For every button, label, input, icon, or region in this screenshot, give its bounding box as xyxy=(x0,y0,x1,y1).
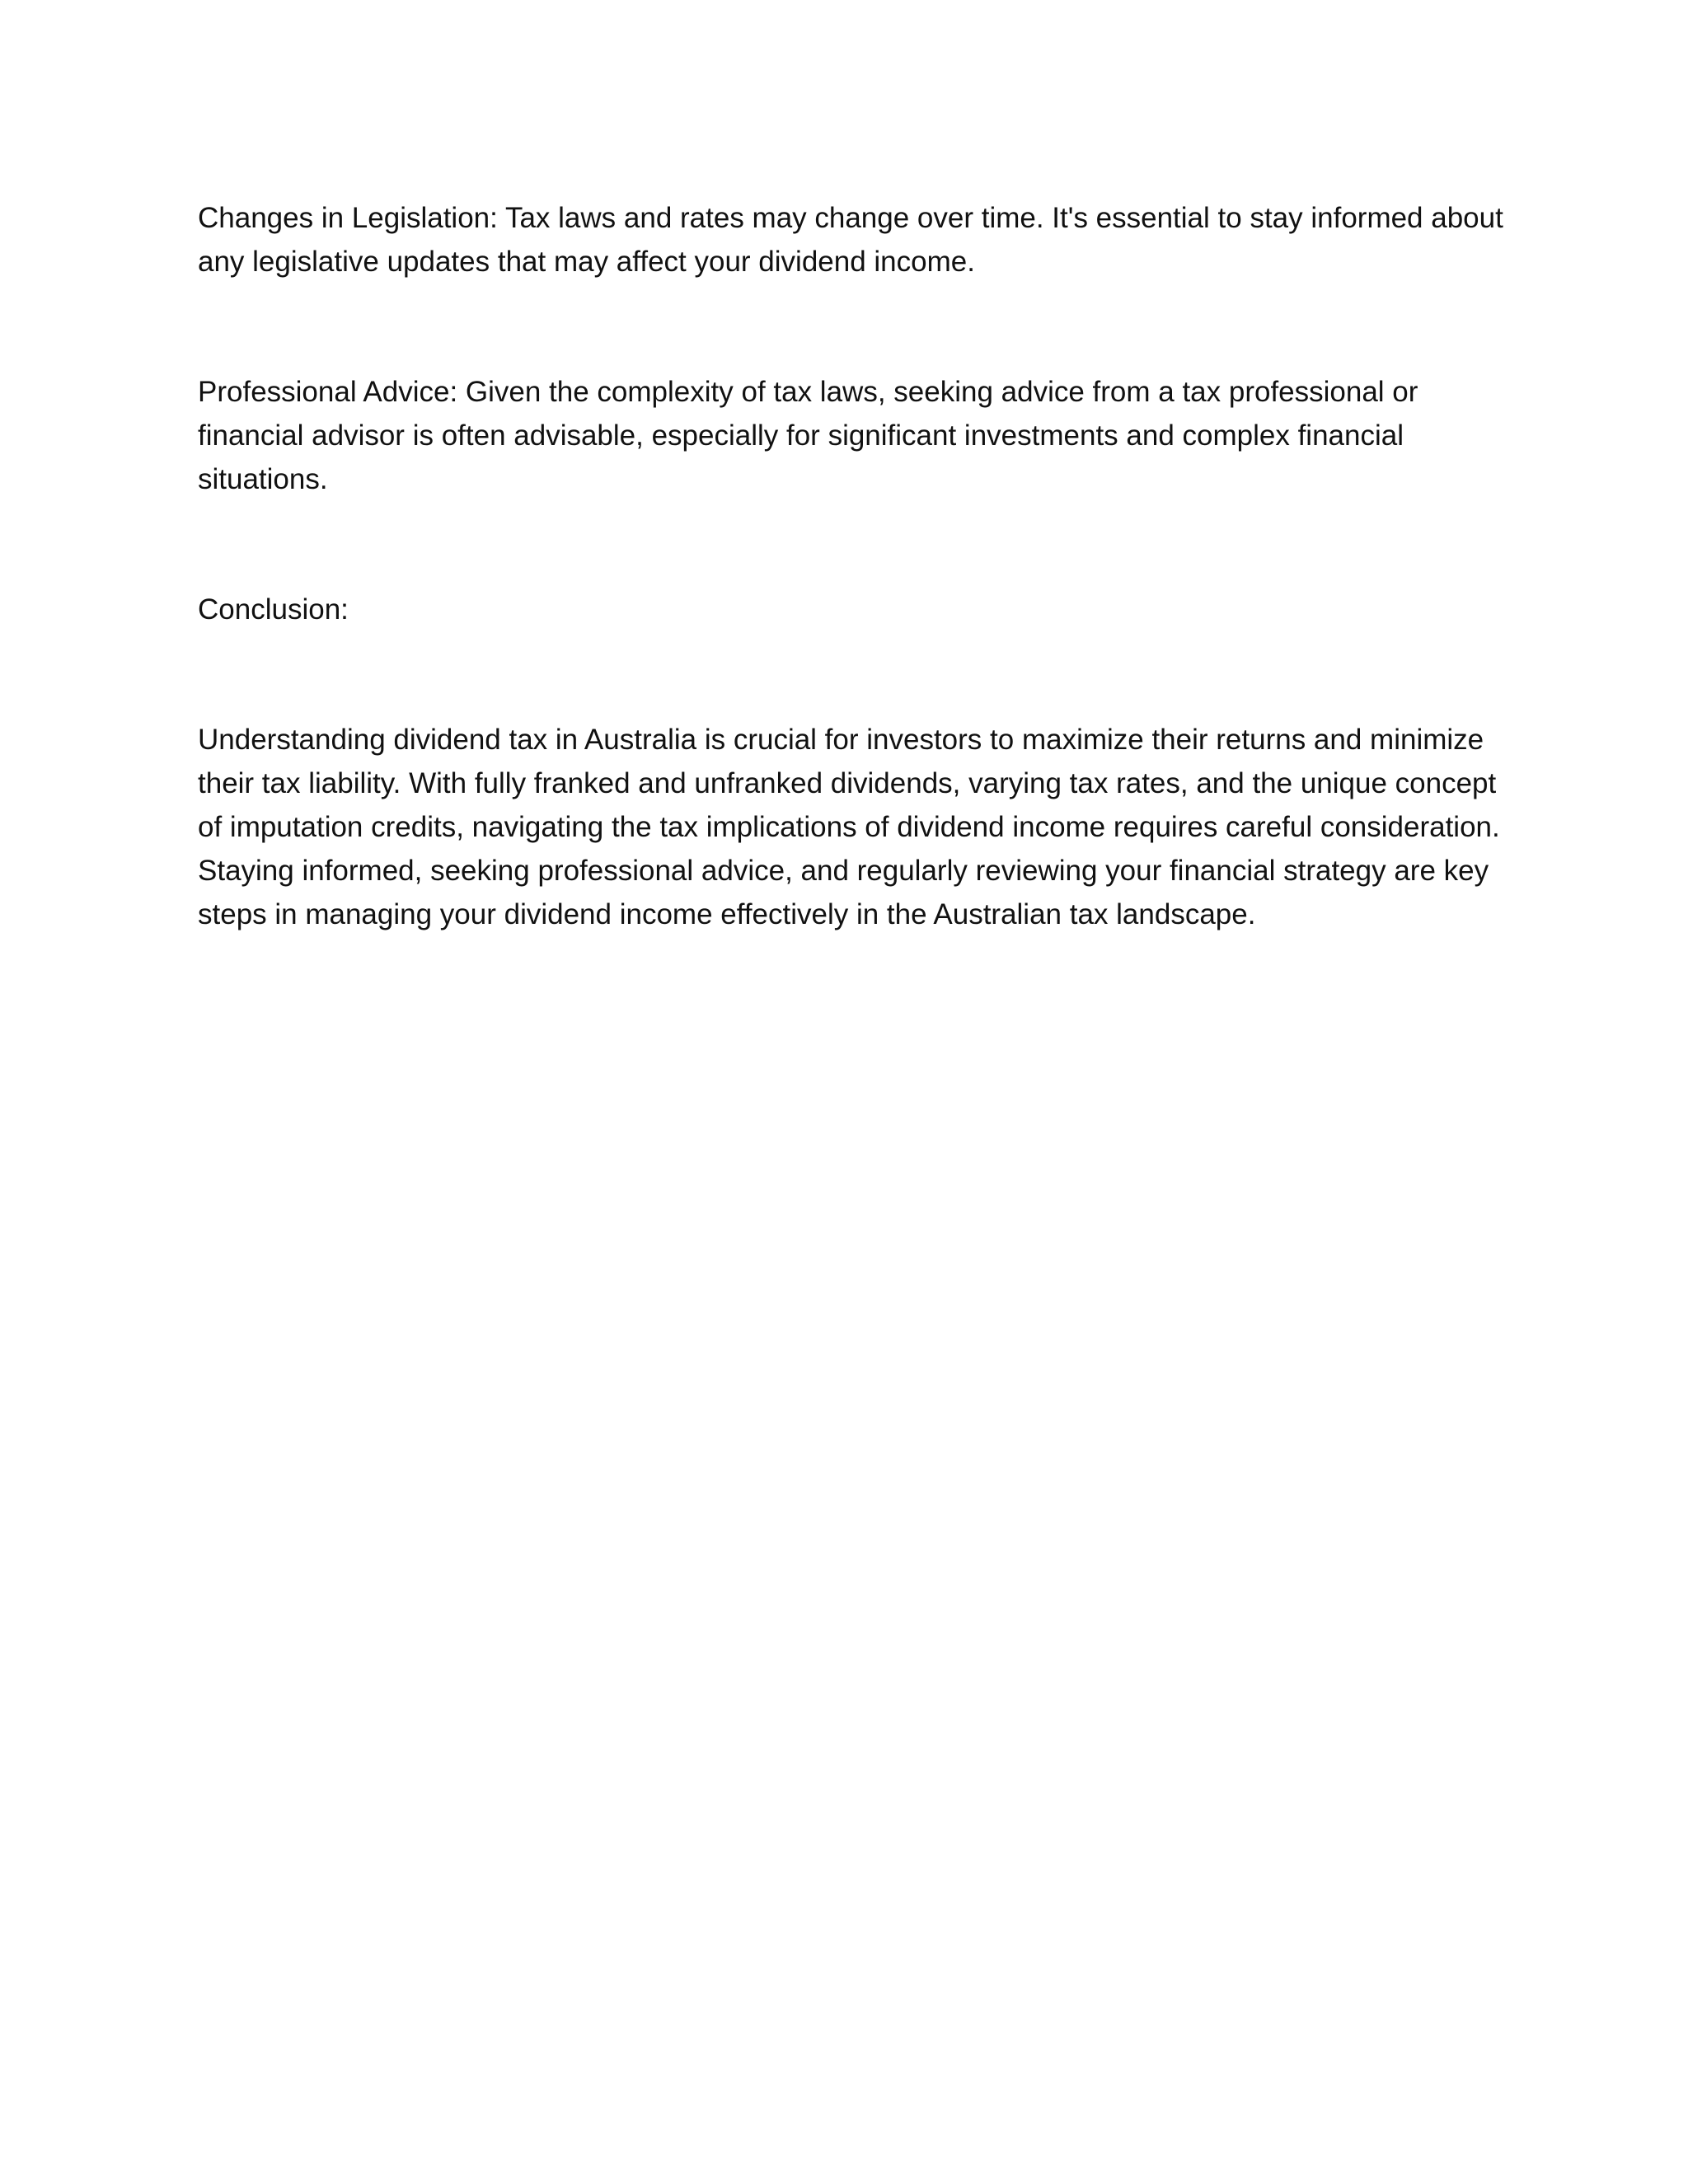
conclusion-heading: Conclusion: xyxy=(198,593,349,626)
paragraph-professional-advice: Professional Advice: Given the complexity of tax laws, seeking advice from a tax professional or financial advisor is often advisable, especially for significant investments and complex financial situations. xyxy=(198,376,1418,495)
paragraph-changes-in-legislation: Changes in Legislation: Tax laws and rates may change over time. It's essential to stay informed about any legislative updates that may affect your dividend income. xyxy=(198,202,1503,278)
document-body xyxy=(198,196,1517,936)
paragraph-conclusion-body: Understanding dividend tax in Australia is crucial for investors to maximize their returns and minimize their tax liability. With fully franked and unfranked dividends, varying tax rates, and the unique concept of imputation credits, navigating the tax implications of dividend income requires careful consideration. Staying informed, seeking professional advice, and regularly reviewing your financial strategy are key steps in managing your dividend income effectively in the Australian tax landscape. xyxy=(198,724,1500,930)
